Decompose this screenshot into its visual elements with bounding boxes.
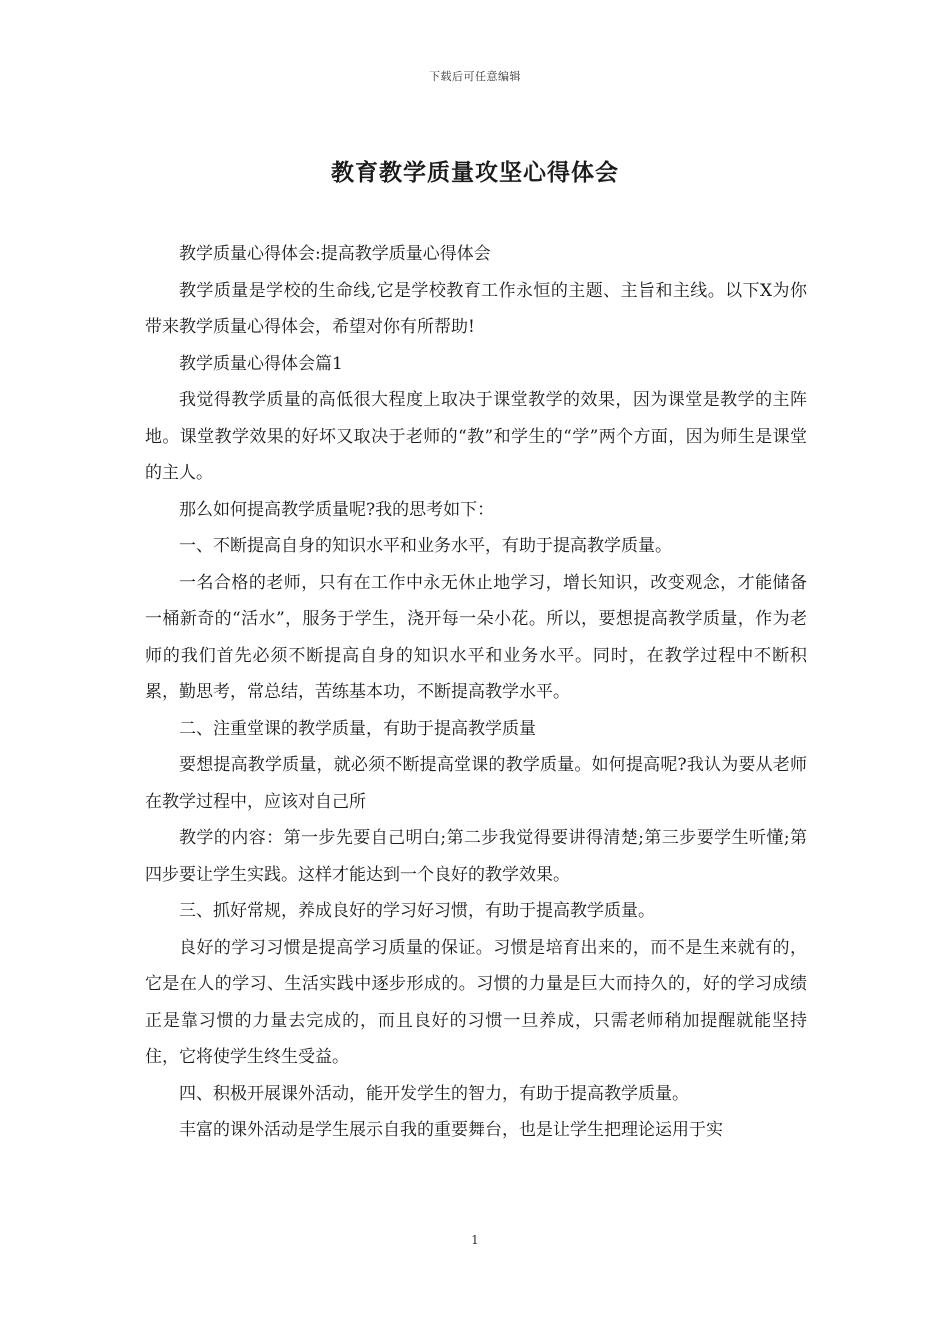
paragraph-point-3: 三、抓好常规，养成良好的学习好习惯，有助于提高教学质量。 [179,901,655,921]
paragraph: 那么如何提高教学质量呢?我的思考如下： [179,499,495,520]
paragraph-point-2: 二、注重堂课的教学质量，有助于提高教学质量 [179,718,536,739]
paragraph: 要想提高教学质量，就必须不断提高堂课的教学质量。如何提高呢?我认为要从老师在教学过程中，应该对自己所 [145,755,807,812]
document-body [145,236,807,1149]
header-note: 下载后可任意编辑 [429,70,521,83]
paragraph: 我觉得教学质量的高低很大程度上取决于课堂教学的效果，因为课堂是教学的主阵地。课堂教学效果的好坏又取决于老师的“教”和学生的“学”两个方面，因为师生是课堂的主人。 [145,390,807,483]
paragraph-point-1: 一、不断提高自身的知识水平和业务水平，有助于提高教学质量。 [179,536,672,556]
paragraph-subtitle: 教学质量心得体会:提高教学质量心得体会 [179,244,491,264]
page-number: 1 [471,1233,479,1247]
paragraph: 丰富的课外活动是学生展示自我的重要舞台，也是让学生把理论运用于实 [179,1120,723,1140]
paragraph-intro: 教学质量是学校的生命线,它是学校教育工作永恒的主题、主旨和主线。以下X为你带来教学质量心得体会，希望对你有所帮助! [145,280,807,337]
document-title: 教育教学质量攻坚心得体会 [331,159,619,186]
paragraph: 一名合格的老师，只有在工作中永无休止地学习，增长知识，改变观念，才能储备一桶新奇的“活水”，服务于学生，浇开每一朵小花。所以，要想提高教学质量，作为老师的我们首先必须不断提高自身的知识水平和业务水平。同时，在教学过程中不断积累，勤思考，常总结，苦练基本功，不断提高教学水平。 [145,572,807,702]
paragraph: 良好的学习习惯是提高学习质量的保证。习惯是培育出来的，而不是生来就有的，它是在人的学习、生活实践中逐步形成的。习惯的力量是巨大而持久的，好的学习成绩正是靠习惯的力量去完成的，而且良好的习惯一旦养成，只需老师稍加提醒就能坚持住，它将使学生终生受益。 [145,937,807,1067]
paragraph-point-4: 四、积极开展课外活动，能开发学生的智力，有助于提高教学质量。 [179,1083,689,1104]
paragraph: 教学的内容：第一步先要自己明白;第二步我觉得要讲得清楚;第三步要学生听懂;第四步要让学生实践。这样才能达到一个良好的教学效果。 [145,828,807,885]
paragraph-section-heading: 教学质量心得体会篇1 [179,353,343,374]
